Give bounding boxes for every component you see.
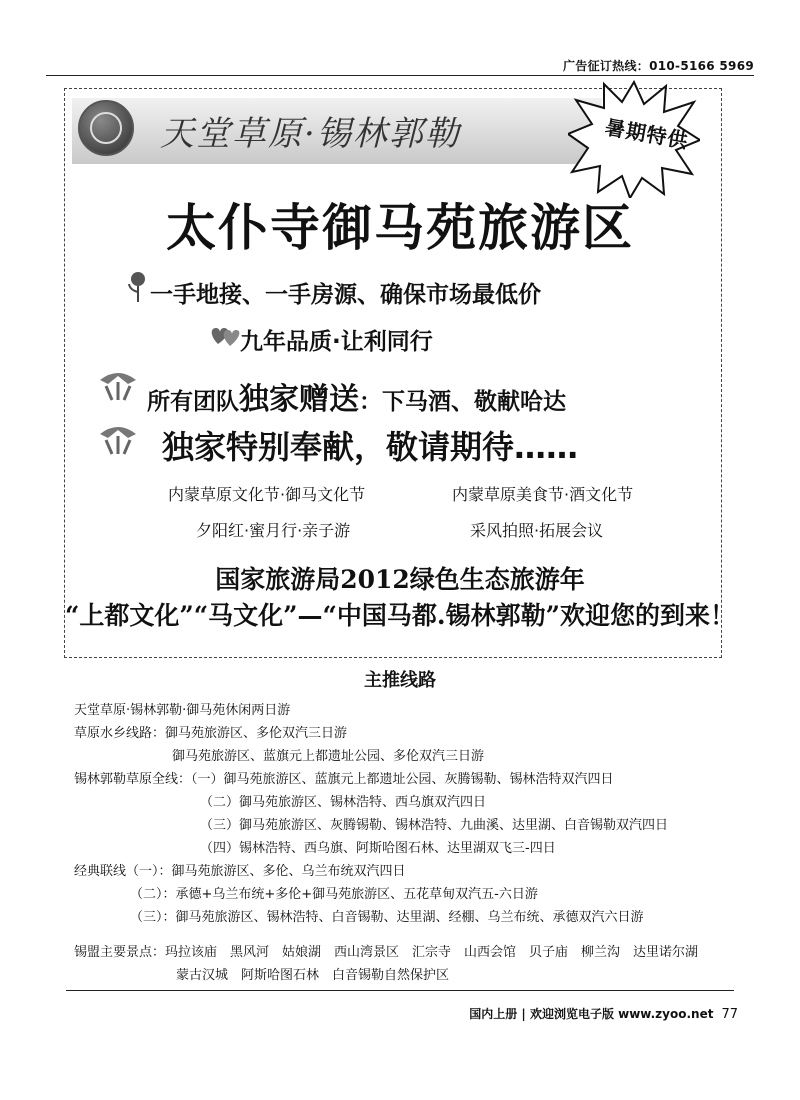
ornament-icon xyxy=(98,368,138,402)
headline-1: 国家旅游局2012绿色生态旅游年 xyxy=(215,565,585,594)
promo-line-1: 一手地接、一手房源、确保市场最低价 xyxy=(150,282,541,308)
promo-line-3-pre: 所有团队 xyxy=(147,389,239,415)
banner-title: 天堂草原·锡林郭勒 xyxy=(160,114,461,154)
rose-icon xyxy=(124,270,150,304)
route-line: （二）御马苑旅游区、锡林浩特、西乌旗双汽四日 xyxy=(200,795,487,810)
route-line: 御马苑旅游区、蓝旗元上都遗址公园、多伦双汽三日游 xyxy=(172,749,485,764)
page-number: 77 xyxy=(721,1007,738,1022)
route-line: 蒙古汉城 阿斯哈图石林 白音锡勒自然保护区 xyxy=(176,968,450,983)
footer xyxy=(469,1005,738,1022)
event-1: 内蒙草原文化节·御马文化节 xyxy=(168,485,366,504)
bottom-divider xyxy=(66,990,734,991)
route-line: （三）御马苑旅游区、灰腾锡勒、锡林浩特、九曲溪、达里湖、白音锡勒双汽四日 xyxy=(200,818,669,833)
ornament-icon xyxy=(98,422,138,456)
route-line: 经典联线（一）：御马苑旅游区、多伦、乌兰布统双汽四日 xyxy=(74,864,406,879)
headline-2: “上都文化”“马文化”—“中国马都.锡林郭勒”欢迎您的到来！ xyxy=(65,601,735,630)
ad-main-title: 太仆寺御马苑旅游区 xyxy=(166,199,634,257)
footer-text: 国内上册 | 欢迎浏览电子版 www.zyoo.net xyxy=(469,1007,714,1021)
route-line: 天堂草原·锡林郭勒·御马苑休闲两日游 xyxy=(74,703,291,718)
route-line: 锡林郭勒草原全线：（一）御马苑旅游区、蓝旗元上都遗址公园、灰腾锡勒、锡林浩特双汽四日 xyxy=(74,772,614,787)
route-line: 草原水乡线路：御马苑旅游区、多伦双汽三日游 xyxy=(74,726,348,741)
routes-title: 主推线路 xyxy=(364,670,436,691)
event-3: 夕阳红·蜜月行·亲子游 xyxy=(196,521,351,540)
summer-special-badge: 暑期特供 xyxy=(603,114,691,154)
top-divider xyxy=(46,75,754,76)
route-line: （三）：御马苑旅游区、锡林浩特、白音锡勒、达里湖、经棚、乌兰布统、承德双汽六日游 xyxy=(130,910,644,925)
route-line: （二）：承德+乌兰布统+多伦+御马苑旅游区、五花草甸双汽五-六日游 xyxy=(130,887,538,902)
promo-line-4: 独家特别奉献，敬请期待…… xyxy=(162,428,579,466)
promo-line-2: 九年品质·让利同行 xyxy=(240,329,433,355)
event-4: 采风拍照·拓展会议 xyxy=(470,521,604,540)
route-line: 锡盟主要景点：玛拉该庙 黑风河 姑娘湖 西山湾景区 汇宗寺 山西会馆 贝子庙 柳兰沟 达里诺尔湖 xyxy=(74,945,699,960)
route-line: （四）锡林浩特、西乌旗、阿斯哈图石林、达里湖双飞三-四日 xyxy=(200,841,556,856)
logo-emblem xyxy=(78,100,134,156)
exclusive-gift: 独家赠送 xyxy=(239,382,359,417)
hotline: 广告征订热线：010-5166 5969 xyxy=(562,59,754,73)
promo-line-3-post: ：下马酒、敬献哈达 xyxy=(359,389,566,415)
event-2: 内蒙草原美食节·酒文化节 xyxy=(452,485,634,504)
hearts-icon xyxy=(208,322,240,348)
promo-line-3 xyxy=(147,374,566,418)
